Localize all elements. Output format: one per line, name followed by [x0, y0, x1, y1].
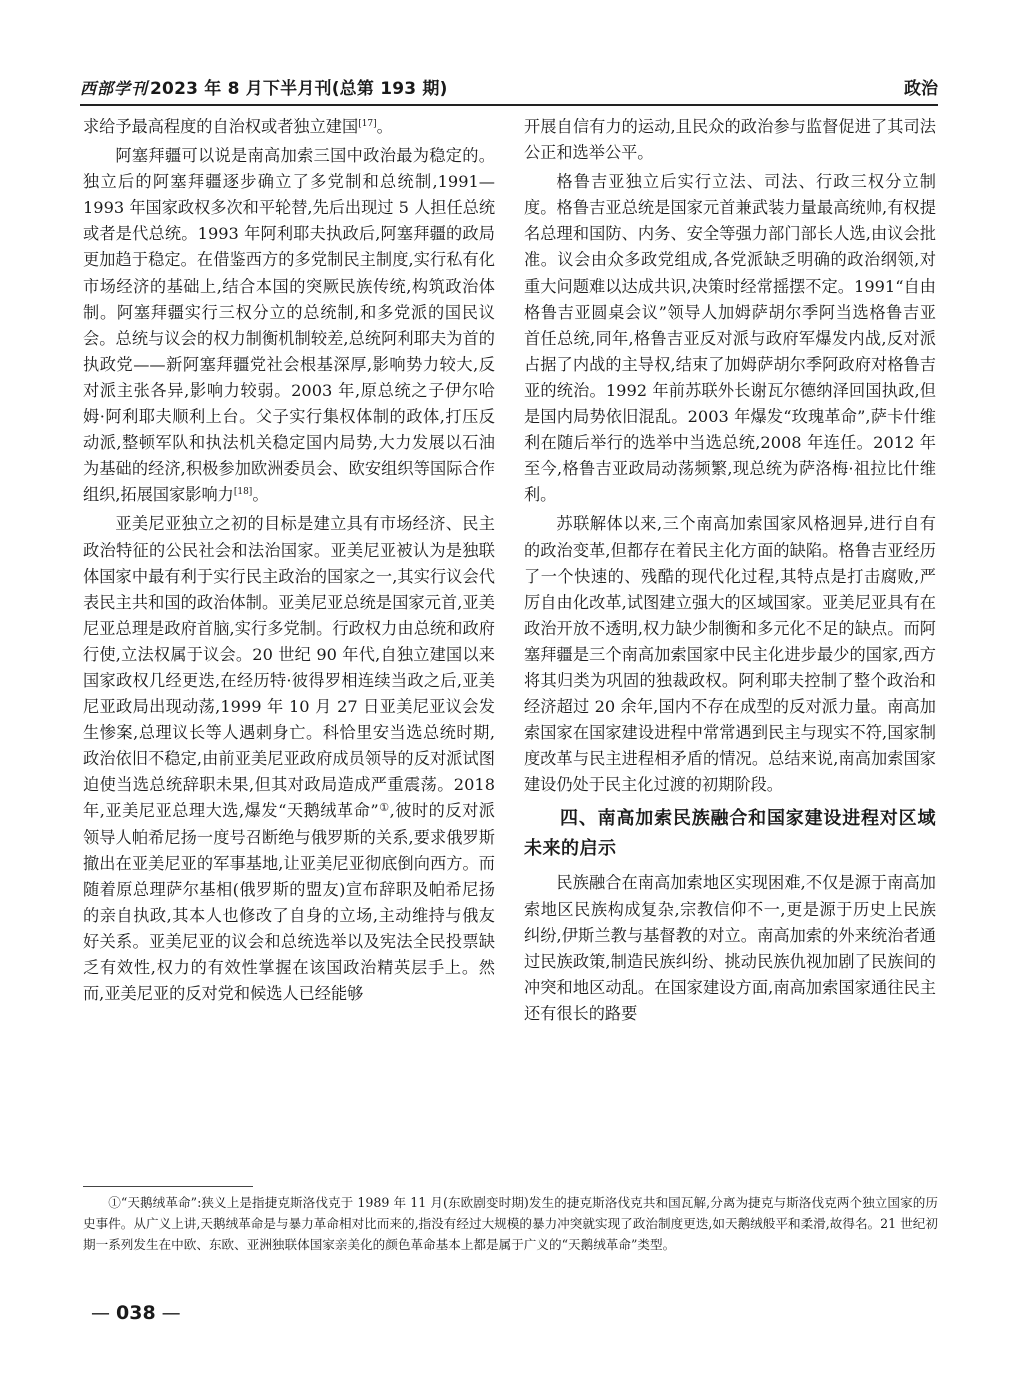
- paragraph: [83, 143, 495, 508]
- running-header: [80, 72, 938, 100]
- paragraph: [83, 511, 495, 1007]
- page-dash-right: —: [161, 1302, 181, 1324]
- paragraph-text: 求给予最高程度的自治权或者独立建国: [83, 117, 359, 136]
- left-column: [83, 114, 495, 1010]
- footnote-marker[interactable]: ①: [378, 801, 390, 815]
- paragraph-text: 亚美尼亚独立之初的目标是建立具有市场经济、民主政治特征的公民社会和法治国家。亚美尼亚被认为是独联体国家中最有利于实行民主政治的国家之一,其实行议会代表民主共和国的政治体制。亚美尼亚总统是国家元首,亚美尼亚总理是政府首脑,实行多党制。行政权力由总统和政府行使,立法权属于议会。20 世纪 90 年代,自独立建国以来国家政权几经更迭,在经历特·彼得罗相连续当政之后,亚美尼亚政局出现动荡,1999 年 10 月 27 日亚美尼亚议会发生惨案,总理议长等人遇刺身亡。科恰里安当选总统时期,政治依旧不稳定,由前亚美尼亚政府成员领导的反对派试图迫使当选总统辞职未果,但其对政局造成严重震荡。2018 年,亚美尼亚总理大选,爆发“天鹅绒革命”: [83, 514, 495, 821]
- header-journal-info: [80, 74, 448, 99]
- paragraph-text: 阿塞拜疆可以说是南高加索三国中政治最为稳定的。独立后的阿塞拜疆逐步确立了多党制和总统制,1991—1993 年国家政权多次和平轮替,先后出现过 5 人担任总统或者是代总统。1993 年阿利耶夫执政后,阿塞拜疆的政局更加趋于稳定。在借鉴西方的多党制民主制度,实行私有化市场经济的基础上,结合本国的突厥民族传统,构筑政治体制。阿塞拜疆实行三权分立的总统制,和多党派的国民议会。总统与议会的权力制衡机制较差,总统阿利耶夫为首的执政党——新阿塞拜疆党社会根基深厚,影响势力较大,反对派主张各异,影响力较弱。2003 年,原总统之子伊尔哈姆·阿利耶夫顺利上台。父子实行集权体制的政体,打压反动派,整顿军队和执法机关稳定国内局势,大力发展以石油为基础的经济,积极参加欧洲委员会、欧安组织等国际合作组织,拓展国家影响力: [83, 146, 496, 505]
- section-heading: 四、南高加索民族融合和国家建设进程对区域未来的启示: [524, 808, 936, 860]
- footnote: ①“天鹅绒革命”:狭义上是指捷克斯洛伐克于 1989 年 11 月(东欧剧变时期)发生的捷克斯洛伐克共和国瓦解,分离为捷克与斯洛伐克两个独立国家的历史事件。从广义上讲,天鹅绒革命是与暴力革命相对比而来的,指没有经过大规模的暴力冲突就实现了政治制度更迭,如天鹅绒般平和柔滑,故得名。21 世纪初期一系列发生在中欧、东欧、亚洲独联体国家亲美化的颜色革命基本上都是属于广义的“天鹅绒革命”类型。: [83, 1195, 938, 1252]
- header-section-label: 政治: [904, 79, 938, 99]
- header-rule: [80, 104, 938, 106]
- paragraph: 民族融合在南高加索地区实现困难,不仅是源于南高加索地区民族构成复杂,宗教信仰不一,更是源于历史上民族纠纷,伊斯兰教与基督教的对立。南高加索的外来统治者通过民族政策,制造民族纠纷、挑动民族仇视加剧了民族间的冲突和地区动乱。在国家建设方面,南高加索国家通往民主还有很长的路要: [524, 873, 936, 1023]
- journal-issue: 2023 年 8 月下半月刊(总第 193 期): [150, 79, 448, 99]
- right-column: [524, 114, 936, 1030]
- paragraph-end: 。: [252, 485, 269, 505]
- paragraph-end: 。: [376, 117, 393, 136]
- paragraph: 格鲁吉亚独立后实行立法、司法、行政三权分立制度。格鲁吉亚总统是国家元首兼武装力量最高统帅,有权提名总理和国防、内务、安全等强力部门部长人选,由议会批准。议会由众多政党组成,各党派缺乏明确的政治纲领,对重大问题难以达成共识,决策时经常摇摆不定。1991“自由格鲁吉亚圆桌会议”领导人加姆萨胡尔季阿当选格鲁吉亚首任总统,同年,格鲁吉亚反对派与政府军爆发内战,反对派占据了内战的主导权,结束了加姆萨胡尔季阿政府对格鲁吉亚的统治。1992 年前苏联外长谢瓦尔德纳泽回国执政,但是国内局势依旧混乱。2003 年爆发“玫瑰革命”,萨卡什维利在随后举行的选举中当选总统,2008 年连任。2012 年至今,格鲁吉亚政局动荡频繁,现总统为萨洛梅·祖拉比什维利。: [524, 172, 936, 505]
- citation-ref: [17]: [358, 119, 377, 129]
- page-number-value: 038: [116, 1302, 156, 1324]
- paragraph: 开展自信有力的运动,且民众的政治参与监督促进了其司法公正和选举公平。: [524, 117, 936, 163]
- paragraph: [83, 114, 495, 140]
- citation-ref: [18]: [233, 487, 253, 498]
- journal-logo: 西部学刊: [80, 79, 149, 98]
- paragraph: 苏联解体以来,三个南高加索国家风格迥异,进行自有的政治变革,但都存在着民主化方面的缺陷。格鲁吉亚经历了一个快速的、残酷的现代化过程,其特点是打击腐败,严厉自由化改革,试图建立强大的区域国家。亚美尼亚具有在政治开放不透明,权力缺少制衡和多元化不足的缺点。而阿塞拜疆是三个南高加索国家中民主化进步最少的国家,西方将其归类为巩固的独裁政权。阿利耶夫控制了整个政治和经济超过 20 余年,国内不存在成型的反对派力量。南高加索国家在国家建设进程中常常遇到民主与现实不符,国家制度改革与民主进程相矛盾的情况。总结来说,南高加索国家建设仍处于民主化过渡的初期阶段。: [524, 514, 936, 795]
- page-number: [85, 1302, 187, 1324]
- page-dash-left: —: [91, 1302, 110, 1324]
- footnote-divider: [83, 1186, 253, 1187]
- paragraph-text: ,彼时的反对派领导人帕希尼扬一度号召断绝与俄罗斯的关系,要求俄罗斯撤出在亚美尼亚的军事基地,让亚美尼亚彻底倒向西方。而随着原总理萨尔基相(俄罗斯的盟友)宣布辞职及帕希尼扬的亲自执政,其本人也修改了自身的立场,主动维持与俄友好关系。亚美尼亚的议会和总统选举以及宪法全民投票缺乏有效性,权力的有效性掌握在该国政治精英层手上。然而,亚美尼亚的反对党和候选人已经能够: [83, 801, 495, 1004]
